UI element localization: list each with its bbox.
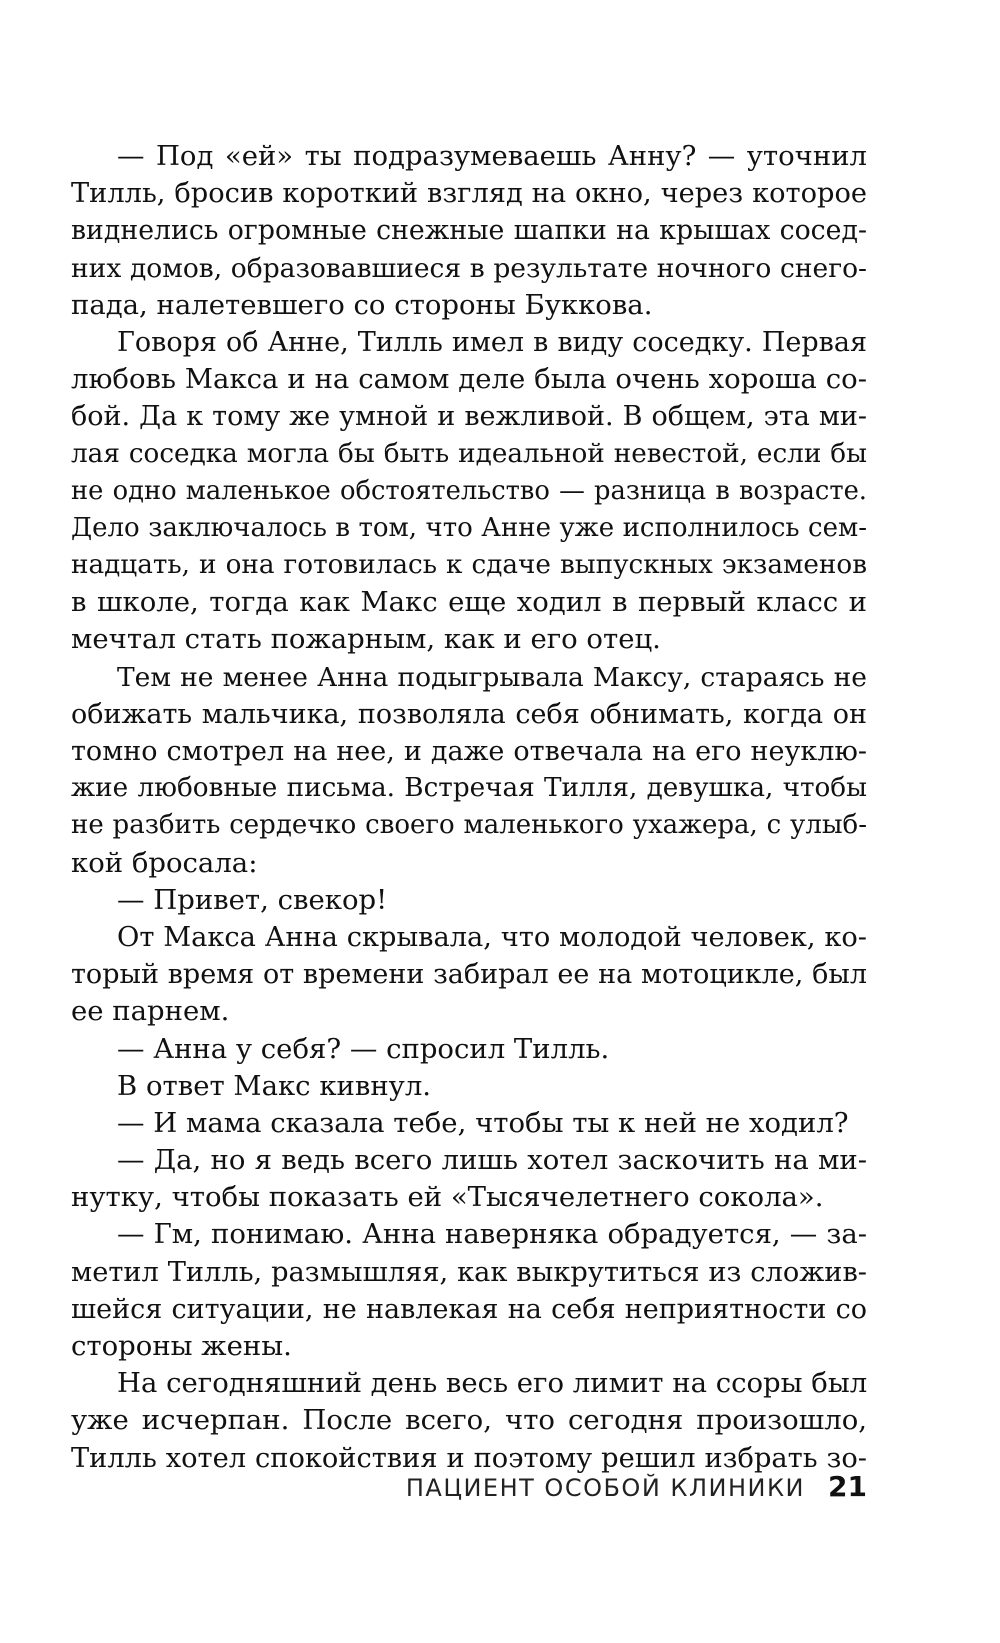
text-line: Дело заключалось в том, что Анне уже исполнилось сем- [71,512,867,543]
text-line: — Гм, понимаю. Анна наверняка обрадуется, — за- [117,1218,867,1251]
body-text [71,138,867,1477]
text-line: обижать мальчика, позволяла себя обнимать, когда он [71,698,867,730]
text-line: метил Тилль, размышляя, как выкрутиться из сложив- [71,1256,867,1288]
text-line: пада, налетевшего со стороны Буккова. [71,288,653,321]
text-line: томно смотрел на нее, и даже отвечала на его неуклю- [71,736,867,767]
text-line: любовь Макса и на самом деле была очень хороша со- [71,363,867,396]
text-line: Говоря об Анне, Тилль имел в виду соседку. Первая [117,326,867,358]
text-line: не одно маленькое обстоятельство — разница в возрасте. [71,475,867,506]
text-line: виднелись огромные снежные шапки на крышах сосед- [71,215,867,247]
text-line: — Анна у себя? — спросил Тилль. [117,1032,610,1065]
text-line: бой. Да к тому же умной и вежливой. В общем, эта ми- [71,401,867,433]
text-line: не разбить сердечко своего маленького ухажера, с улыб- [71,810,867,841]
text-line: жие любовные письма. Встречая Тилля, девушка, чтобы [71,773,867,804]
text-line: — Привет, свекор! [117,883,388,916]
text-line: уже исчерпан. После всего, что сегодня произошло, [71,1404,867,1437]
text-line: стороны жены. [71,1330,292,1362]
page-footer [406,1469,867,1505]
text-line: — Да, но я ведь всего лишь хотел заскочить на ми- [117,1144,867,1177]
text-line: надцать, и она готовилась к сдаче выпускных экзаменов [71,550,867,581]
text-line: шейся ситуации, не навлекая на себя неприятности со [71,1293,867,1325]
text-line: — И мама сказала тебе, чтобы ты к ней не ходил? [117,1106,849,1139]
text-line: мечтал стать пожарным, как и его отец. [71,623,661,656]
text-line: В ответ Макс кивнул. [117,1069,432,1102]
text-line: Тем не менее Анна подыгрывала Максу, стараясь не [117,661,867,693]
text-line: них домов, образовавшиеся в результате ночного снего- [71,252,867,284]
text-line: Тилль хотел спокойствия и поэтому решил избрать зо- [71,1442,867,1474]
page-number: 21 [828,1470,867,1503]
text-line: — Под «ей» ты подразумеваешь Анну? — уточнил [117,140,867,172]
text-line: нутку, чтобы показать ей «Тысячелетнего сокола». [71,1181,824,1214]
text-line: лая соседка могла бы быть идеальной невестой, если бы [71,438,867,469]
text-line: На сегодняшний день весь его лимит на ссоры был [117,1367,868,1400]
running-title: ПАЦИЕНТ ОСОБОЙ КЛИНИКИ [405,1474,805,1502]
text-line: кой бросала: [71,846,258,879]
text-line: Тилль, бросив короткий взгляд на окно, через которое [71,178,867,210]
text-line: торый время от времени забирал ее на мотоцикле, был [71,959,867,991]
text-line: От Макса Анна скрывала, что молодой человек, ко- [117,921,867,953]
text-line: в школе, тогда как Макс еще ходил в первый класс и [71,586,867,619]
text-line: ее парнем. [71,995,230,1028]
